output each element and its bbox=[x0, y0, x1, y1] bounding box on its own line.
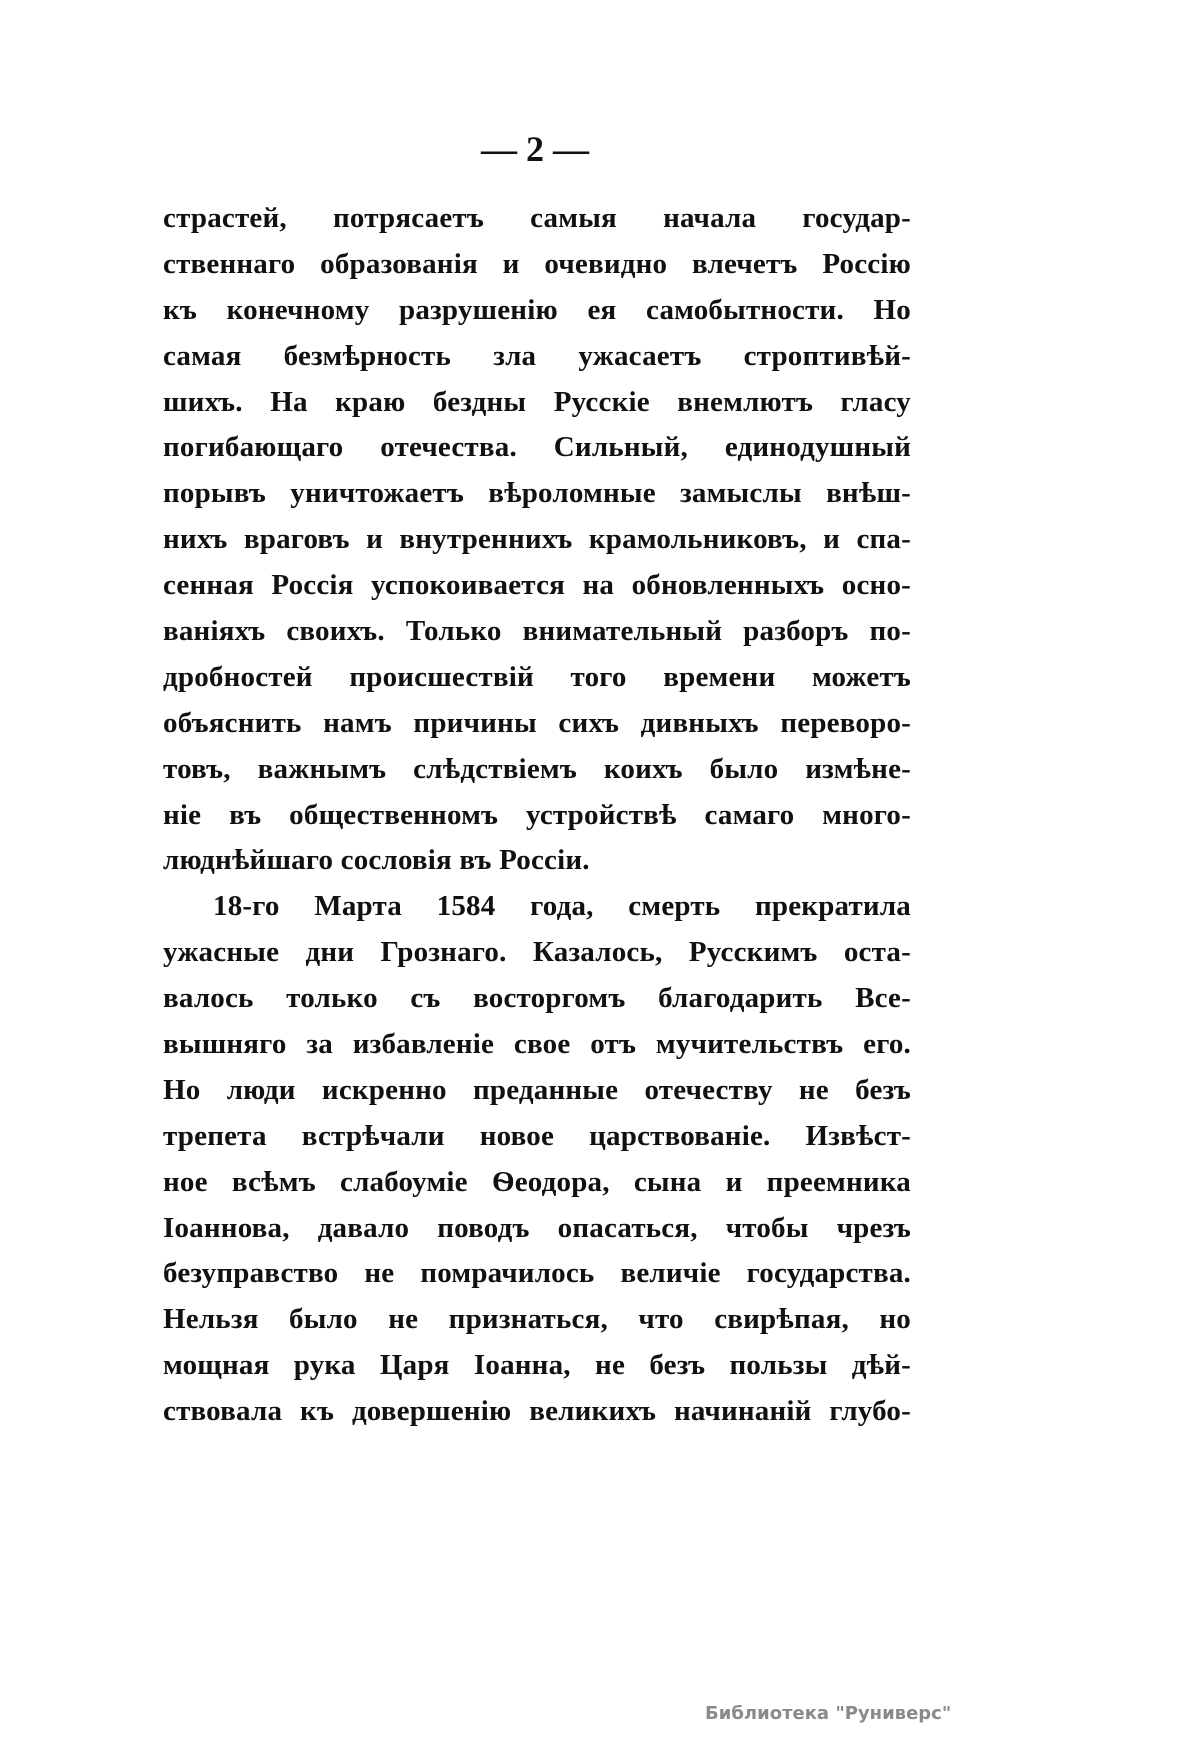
text-line: ніе въ общественномъ устройствѣ самаго много- bbox=[163, 798, 911, 831]
text-line: 18-го Марта 1584 года, смерть прекратила bbox=[213, 890, 911, 923]
text-line: ужасные дни Грознаго. Казалось, Русскимъ оста- bbox=[163, 936, 911, 969]
text-line: шихъ. На краю бездны Русскіе внемлютъ гласу bbox=[163, 385, 911, 418]
text-line: ствовала къ довершенію великихъ начинаній глубо- bbox=[163, 1395, 911, 1428]
text-line: мощная рука Царя Іоанна, не безъ пользы дѣй- bbox=[163, 1349, 911, 1382]
text-line: нихъ враговъ и внутреннихъ крамольниковъ, и спа- bbox=[163, 523, 911, 556]
text-line: къ конечному разрушенію ея самобытности. Но bbox=[163, 293, 911, 326]
page-number: — 2 — bbox=[481, 129, 589, 169]
text-line: ственнаго образованія и очевидно влечетъ Россію bbox=[163, 247, 911, 280]
text-line: Нельзя было не признаться, что свирѣпая, но bbox=[163, 1303, 911, 1336]
text-line: товъ, важнымъ слѣдствіемъ коихъ было измѣне- bbox=[163, 752, 911, 785]
text-line: страстей, потрясаетъ самыя начала государ- bbox=[163, 202, 911, 234]
text-line: дробностей происшествій того времени можетъ bbox=[163, 660, 911, 693]
text-line: валось только съ восторгомъ благодарить Все- bbox=[163, 982, 911, 1015]
text-line: безуправство не помрачилось величіе государства. bbox=[163, 1257, 911, 1290]
text-line: вышняго за избавленіе свое отъ мучительствъ его. bbox=[163, 1028, 911, 1061]
body-text bbox=[163, 196, 911, 1435]
text-line: трепета встрѣчали новое царствованіе. Извѣст- bbox=[163, 1119, 911, 1152]
text-line: ваніяхъ своихъ. Только внимательный разборъ по- bbox=[163, 615, 911, 648]
text-line: погибающаго отечества. Сильный, единодушный bbox=[163, 431, 911, 464]
text-line: объяснить намъ причины сихъ дивныхъ переворо- bbox=[163, 706, 911, 739]
library-watermark: Библиотека "Руниверс" bbox=[705, 1703, 952, 1724]
text-line: Но люди искренно преданные отечеству не безъ bbox=[163, 1073, 911, 1106]
text-line: ное всѣмъ слабоуміе Ѳеодора, сына и преемника bbox=[163, 1165, 911, 1198]
text-line: порывъ уничтожаетъ вѣроломные замыслы внѣш- bbox=[163, 477, 911, 510]
text-line: самая безмѣрность зла ужасаетъ строптивѣй- bbox=[163, 339, 911, 372]
text-line: Іоаннова, давало поводъ опасаться, чтобы чрезъ bbox=[163, 1211, 911, 1244]
text-line: люднѣйшаго сословія въ Россіи. bbox=[163, 844, 590, 877]
text-line: сенная Россія успокоивается на обновленныхъ осно- bbox=[163, 569, 911, 602]
